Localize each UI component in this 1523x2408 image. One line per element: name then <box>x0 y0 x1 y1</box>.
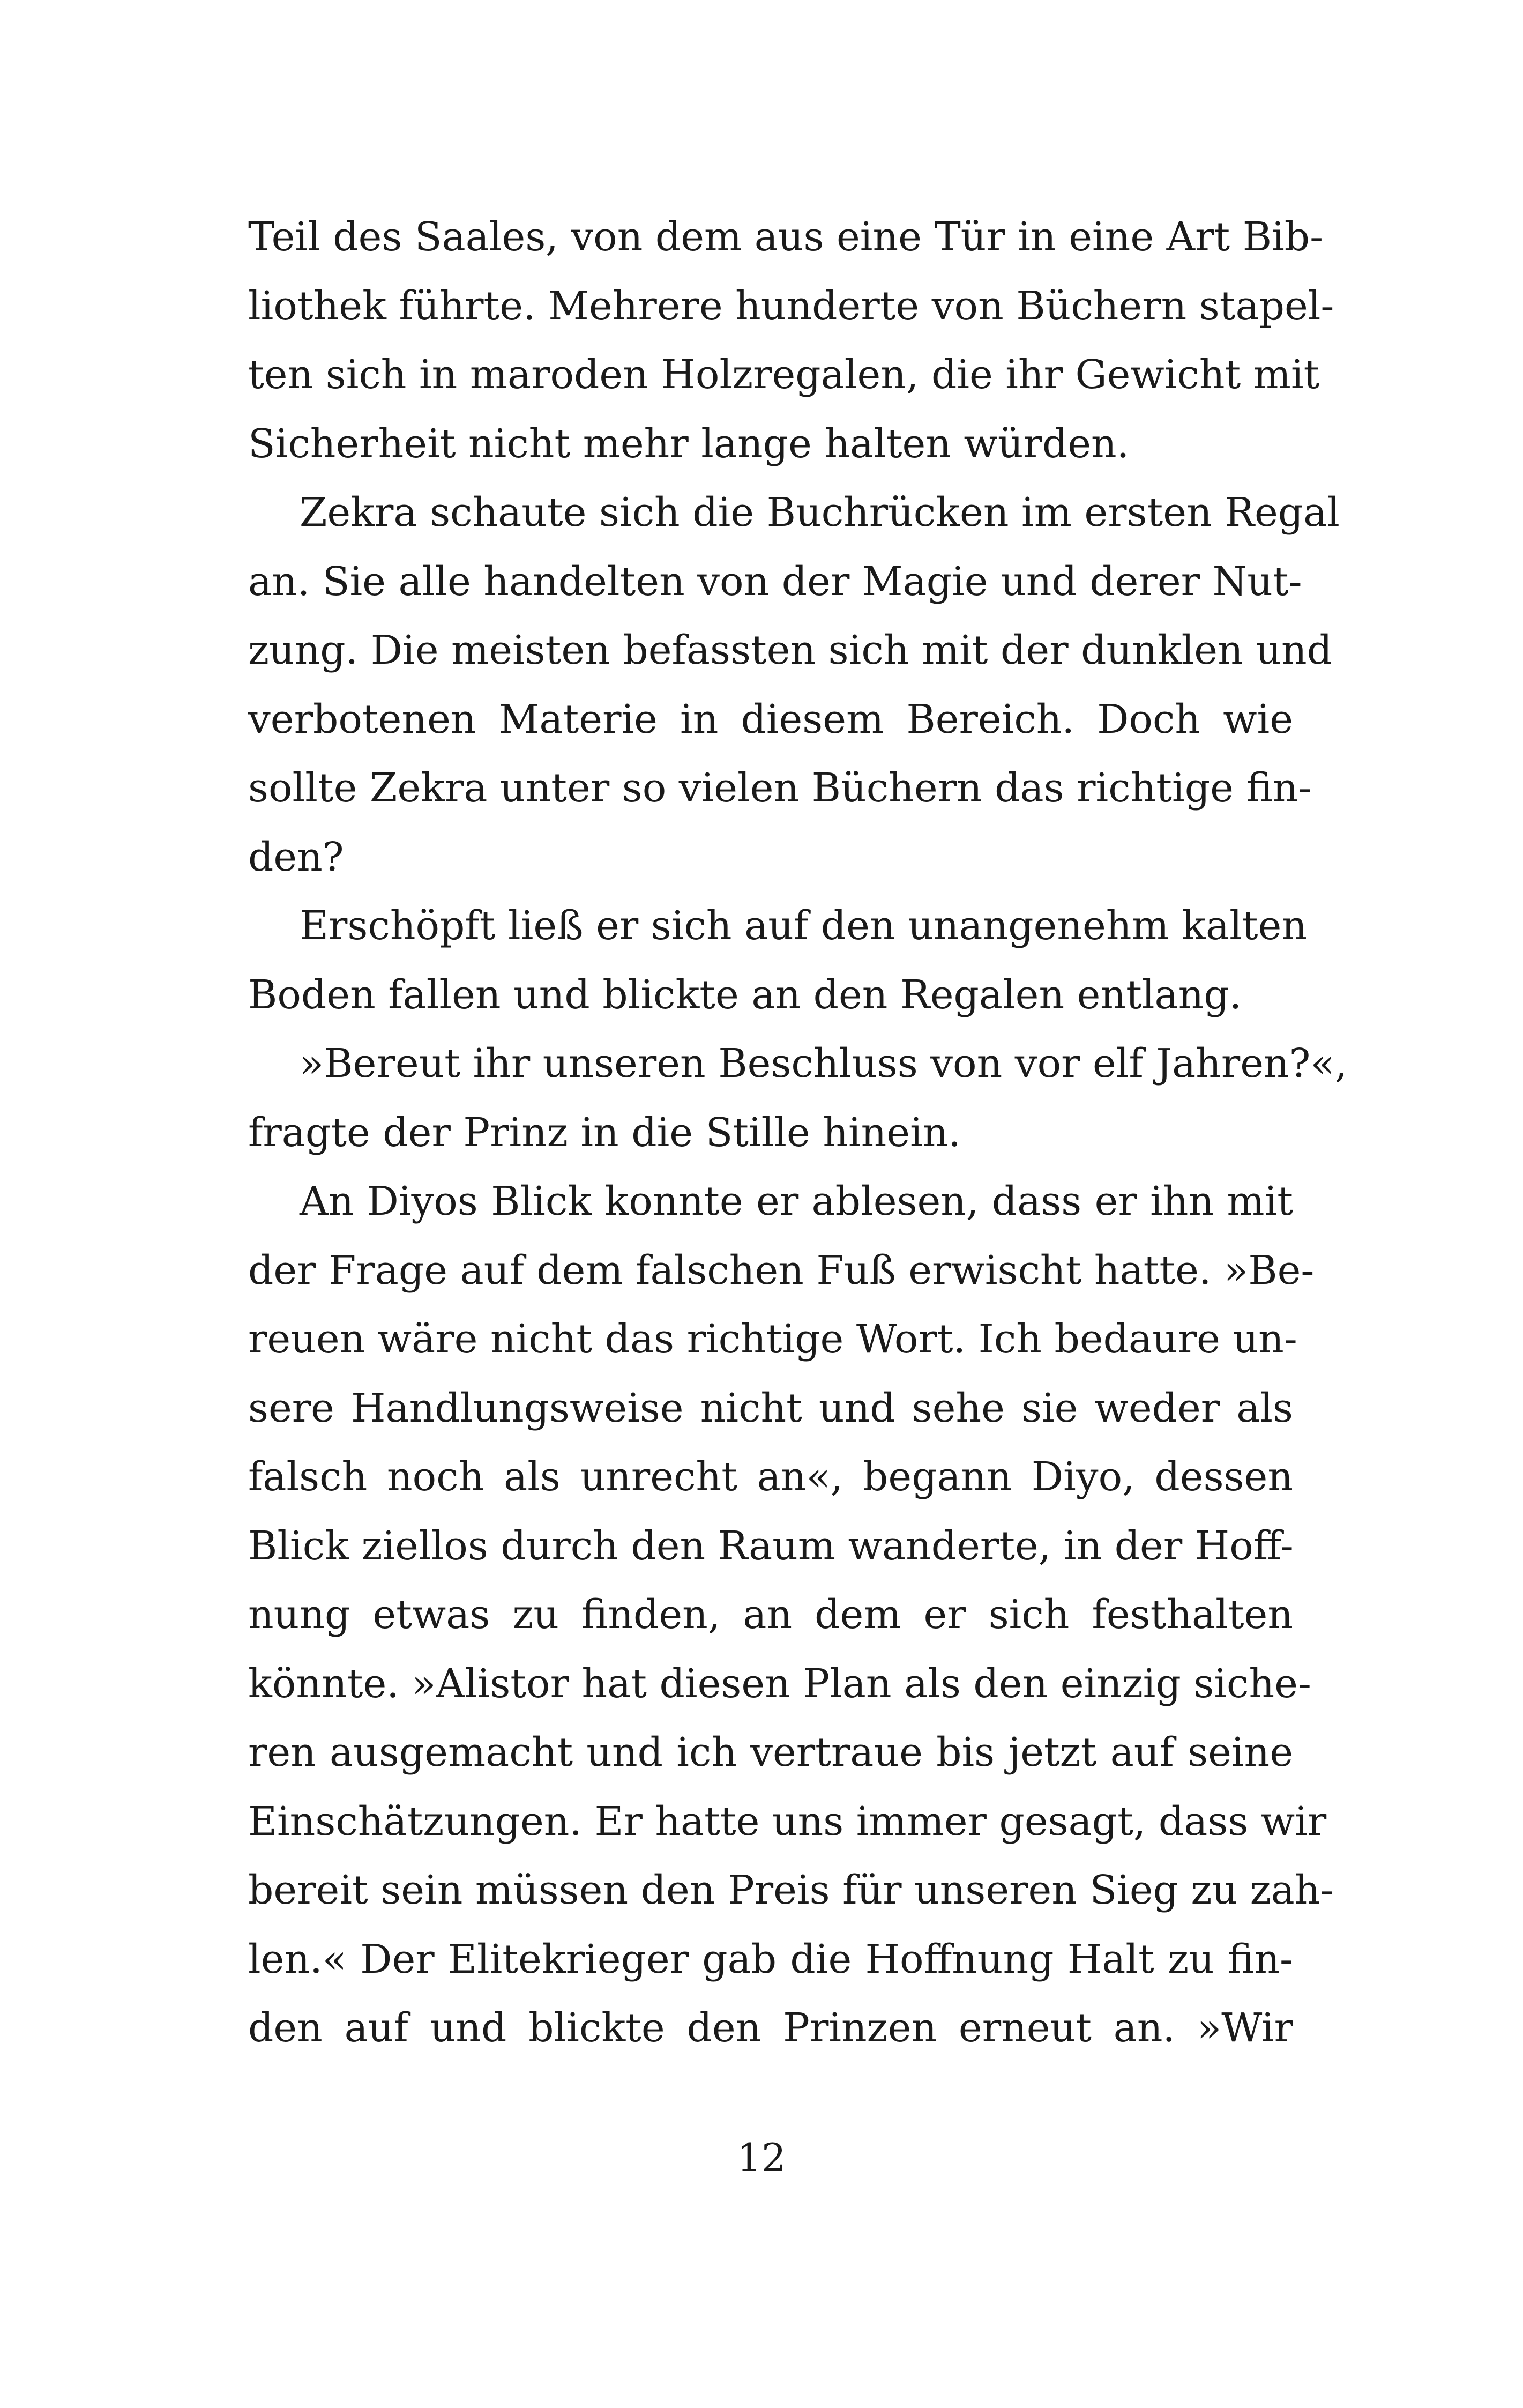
text-line: Sicherheit nicht mehr lange halten würden. <box>248 420 1130 467</box>
text-line: an. Sie alle handelten von der Magie und derer Nut- <box>248 558 1302 605</box>
text-line: Erschöpft ließ er sich auf den unangenehm kalten <box>300 903 1307 949</box>
text-line: Teil des Saales, von dem aus eine Tür in eine Art Bib- <box>248 214 1324 260</box>
text-line: nung etwas zu finden, an dem er sich festhalten <box>248 1592 1293 1638</box>
text-line: zung. Die meisten befassten sich mit der dunklen und <box>248 627 1332 673</box>
text-line: der Frage auf dem falschen Fuß erwischt hatte. »Be- <box>248 1247 1315 1294</box>
page-number: 12 <box>737 2135 786 2180</box>
text-line: ten sich in maroden Holzregalen, die ihr Gewicht mit <box>248 352 1320 398</box>
text-line: sere Handlungsweise nicht und sehe sie weder als <box>248 1385 1293 1431</box>
text-line: ren ausgemacht und ich vertraue bis jetzt auf seine <box>248 1729 1293 1775</box>
text-line: Einschätzungen. Er hatte uns immer gesagt, dass wir <box>248 1798 1327 1845</box>
text-line: den auf und blickte den Prinzen erneut an. »Wir <box>248 2005 1293 2051</box>
text-line: len.« Der Elitekrieger gab die Hoffnung Halt zu fin- <box>248 1936 1293 1982</box>
text-line: den? <box>248 834 344 880</box>
text-line: fragte der Prinz in die Stille hinein. <box>248 1109 961 1156</box>
text-line: liothek führte. Mehrere hunderte von Büchern stapel- <box>248 283 1334 329</box>
text-line: verbotenen Materie in diesem Bereich. Doch wie <box>248 696 1293 742</box>
text-line: bereit sein müssen den Preis für unseren Sieg zu zah- <box>248 1867 1334 1913</box>
text-line: »Bereut ihr unseren Beschluss von vor elf Jahren?«, <box>300 1041 1348 1087</box>
text-line: An Diyos Blick konnte er ablesen, dass er ihn mit <box>300 1178 1293 1224</box>
text-line: falsch noch als unrecht an«, begann Diyo, dessen <box>248 1454 1293 1500</box>
text-line: reuen wäre nicht das richtige Wort. Ich bedaure un- <box>248 1316 1297 1362</box>
text-line: Zekra schaute sich die Buchrücken im ersten Regal <box>300 489 1340 536</box>
body-text <box>248 203 1348 2063</box>
text-line: sollte Zekra unter so vielen Büchern das richtige fin- <box>248 765 1312 811</box>
text-line: Blick ziellos durch den Raum wanderte, in der Hoff- <box>248 1522 1294 1569</box>
text-line: könnte. »Alistor hat diesen Plan als den einzig siche- <box>248 1660 1311 1707</box>
text-line: Boden fallen und blickte an den Regalen entlang. <box>248 971 1242 1018</box>
